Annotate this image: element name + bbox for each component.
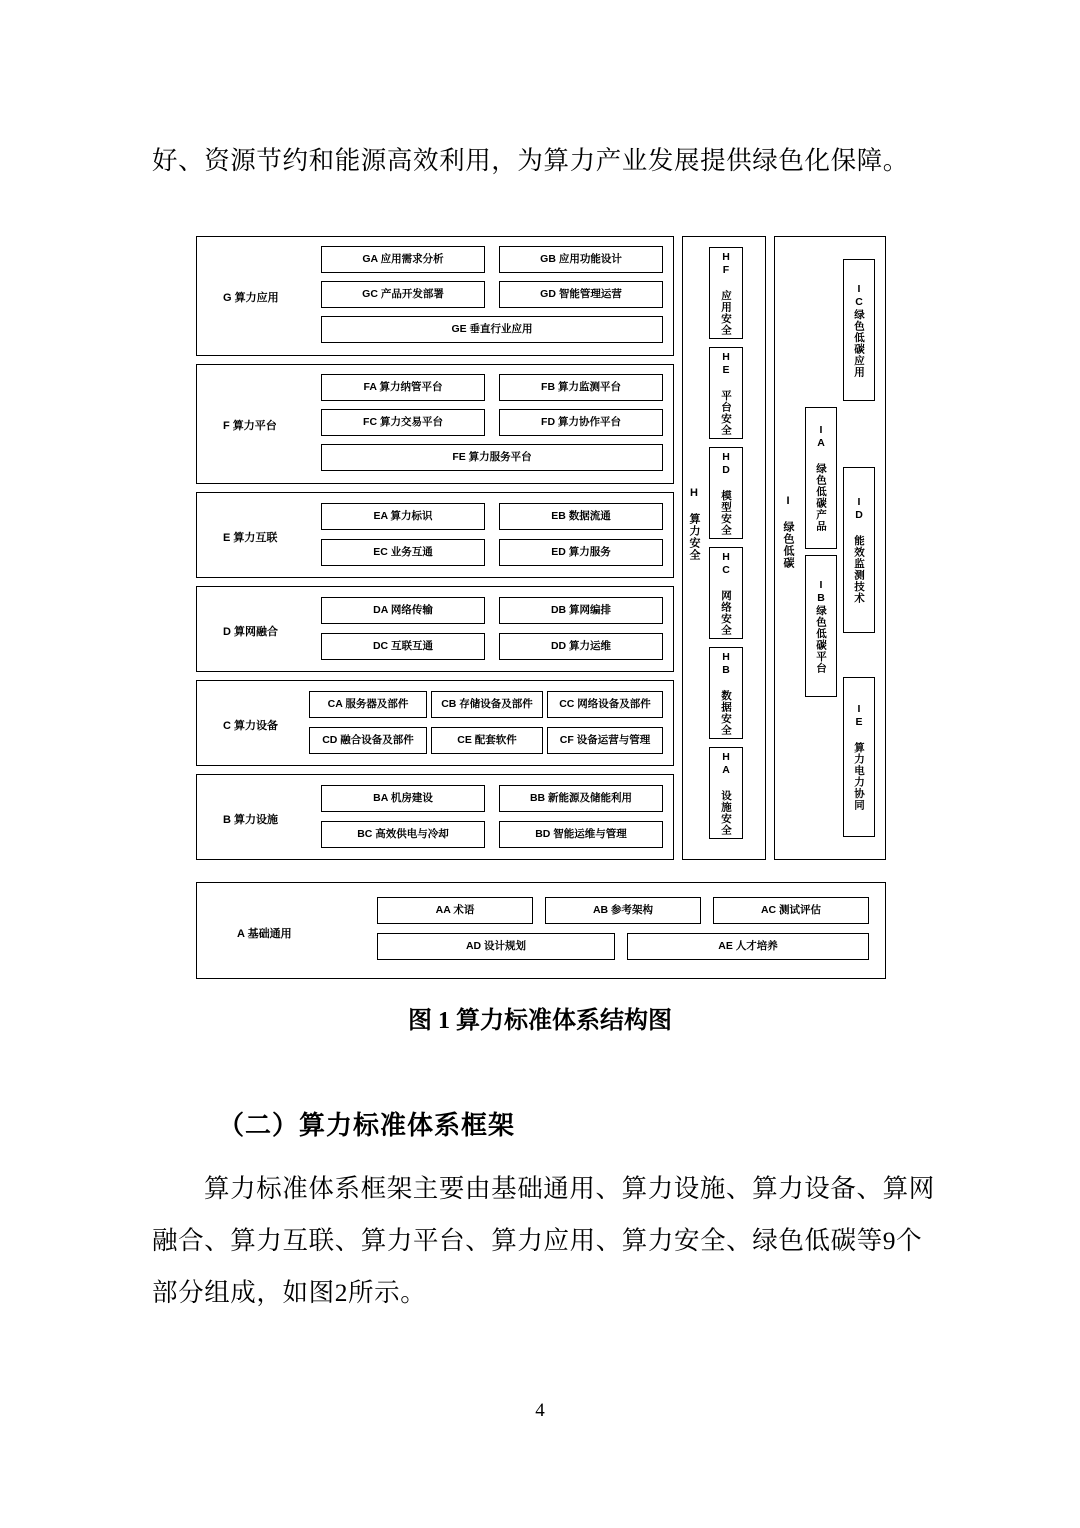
std-item-bd: BD 智能运维与管理 (499, 821, 663, 848)
std-item-ea: EA 算力标识 (321, 503, 485, 530)
layer-group-c (196, 680, 674, 766)
layer-group-f (196, 364, 674, 484)
std-item-gd: GD 智能管理运营 (499, 281, 663, 308)
layer-label-h: H 算力安全 (688, 487, 700, 561)
std-item-ec: EC 业务互通 (321, 539, 485, 566)
layer-label-c: C 算力设备 (223, 720, 278, 732)
std-item-fa: FA 算力纳管平台 (321, 374, 485, 401)
std-item-dd: DD 算力运维 (499, 633, 663, 660)
std-item-fe: FE 算力服务平台 (321, 444, 663, 471)
std-item-cf: CF 设备运营与管理 (547, 727, 663, 754)
std-item-cc: CC 网络设备及部件 (547, 691, 663, 718)
std-item-ae: AE 人才培养 (627, 933, 869, 960)
figure-caption: 图 1 算力标准体系结构图 (408, 1008, 672, 1034)
green-item-ie: IE 算力电力协同 (843, 677, 875, 837)
section-heading: （二）算力标准体系框架 (218, 1111, 516, 1140)
std-item-ed: ED 算力服务 (499, 539, 663, 566)
std-item-ac: AC 测试评估 (713, 897, 869, 924)
layer-label-a: A 基础通用 (237, 928, 292, 940)
security-item-hc: HC 网络安全 (709, 547, 743, 639)
std-item-cb: CB 存储设备及部件 (431, 691, 543, 718)
std-item-cd: CD 融合设备及部件 (309, 727, 427, 754)
std-item-ab: AB 参考架构 (545, 897, 701, 924)
std-item-db: DB 算网编排 (499, 597, 663, 624)
std-item-fd: FD 算力协作平台 (499, 409, 663, 436)
security-item-hd: HD 模型安全 (709, 447, 743, 539)
green-item-ib: IB绿色低碳平台 (805, 555, 837, 697)
paragraph-top: 好、资源节约和能源高效利用，为算力产业发展提供绿色化保障。 (152, 146, 909, 175)
std-item-da: DA 网络传输 (321, 597, 485, 624)
std-item-bc: BC 高效供电与冷却 (321, 821, 485, 848)
layer-group-a (196, 882, 886, 979)
figure-1-diagram (196, 236, 886, 979)
std-item-ca: CA 服务器及部件 (309, 691, 427, 718)
layer-group-d (196, 586, 674, 672)
std-item-gc: GC 产品开发部署 (321, 281, 485, 308)
std-item-ce: CE 配套软件 (431, 727, 543, 754)
std-item-bb: BB 新能源及储能利用 (499, 785, 663, 812)
std-item-aa: AA 术语 (377, 897, 533, 924)
layer-label-d: D 算网融合 (223, 626, 278, 638)
page-number: 4 (535, 1400, 545, 1421)
std-item-fb: FB 算力监测平台 (499, 374, 663, 401)
layer-label-g: G 算力应用 (223, 292, 279, 304)
layer-group-g (196, 236, 674, 356)
std-item-ad: AD 设计规划 (377, 933, 615, 960)
std-item-ge: GE 垂直行业应用 (321, 316, 663, 343)
std-item-ba: BA 机房建设 (321, 785, 485, 812)
security-item-ha: HA 设施安全 (709, 747, 743, 839)
paragraph-bottom: 算力标准体系框架主要由基础通用、算力设施、算力设备、算网融合、算力互联、算力平台、算力应用、算力安全、绿色低碳等9个部分组成，如图2所示。 (152, 1174, 935, 1307)
layer-group-e (196, 492, 674, 578)
layer-label-e: E 算力互联 (223, 532, 278, 544)
layer-label-i: I 绿色低碳 (782, 495, 794, 569)
layer-group-h (682, 236, 766, 860)
green-item-id: ID 能效监测技术 (843, 467, 875, 633)
security-item-hb: HB 数据安全 (709, 647, 743, 739)
green-item-ia: IA 绿色低碳产品 (805, 407, 837, 549)
layer-label-f: F 算力平台 (223, 420, 277, 432)
std-item-fc: FC 算力交易平台 (321, 409, 485, 436)
layer-label-b: B 算力设施 (223, 814, 278, 826)
layer-group-b (196, 774, 674, 860)
layer-group-i (774, 236, 886, 860)
green-item-ic: IC绿色低碳应用 (843, 259, 875, 401)
security-item-hf: HF 应用安全 (709, 247, 743, 339)
std-item-gb: GB 应用功能设计 (499, 246, 663, 273)
security-item-he: HE 平台安全 (709, 347, 743, 439)
std-item-eb: EB 数据流通 (499, 503, 663, 530)
std-item-dc: DC 互联互通 (321, 633, 485, 660)
std-item-ga: GA 应用需求分析 (321, 246, 485, 273)
